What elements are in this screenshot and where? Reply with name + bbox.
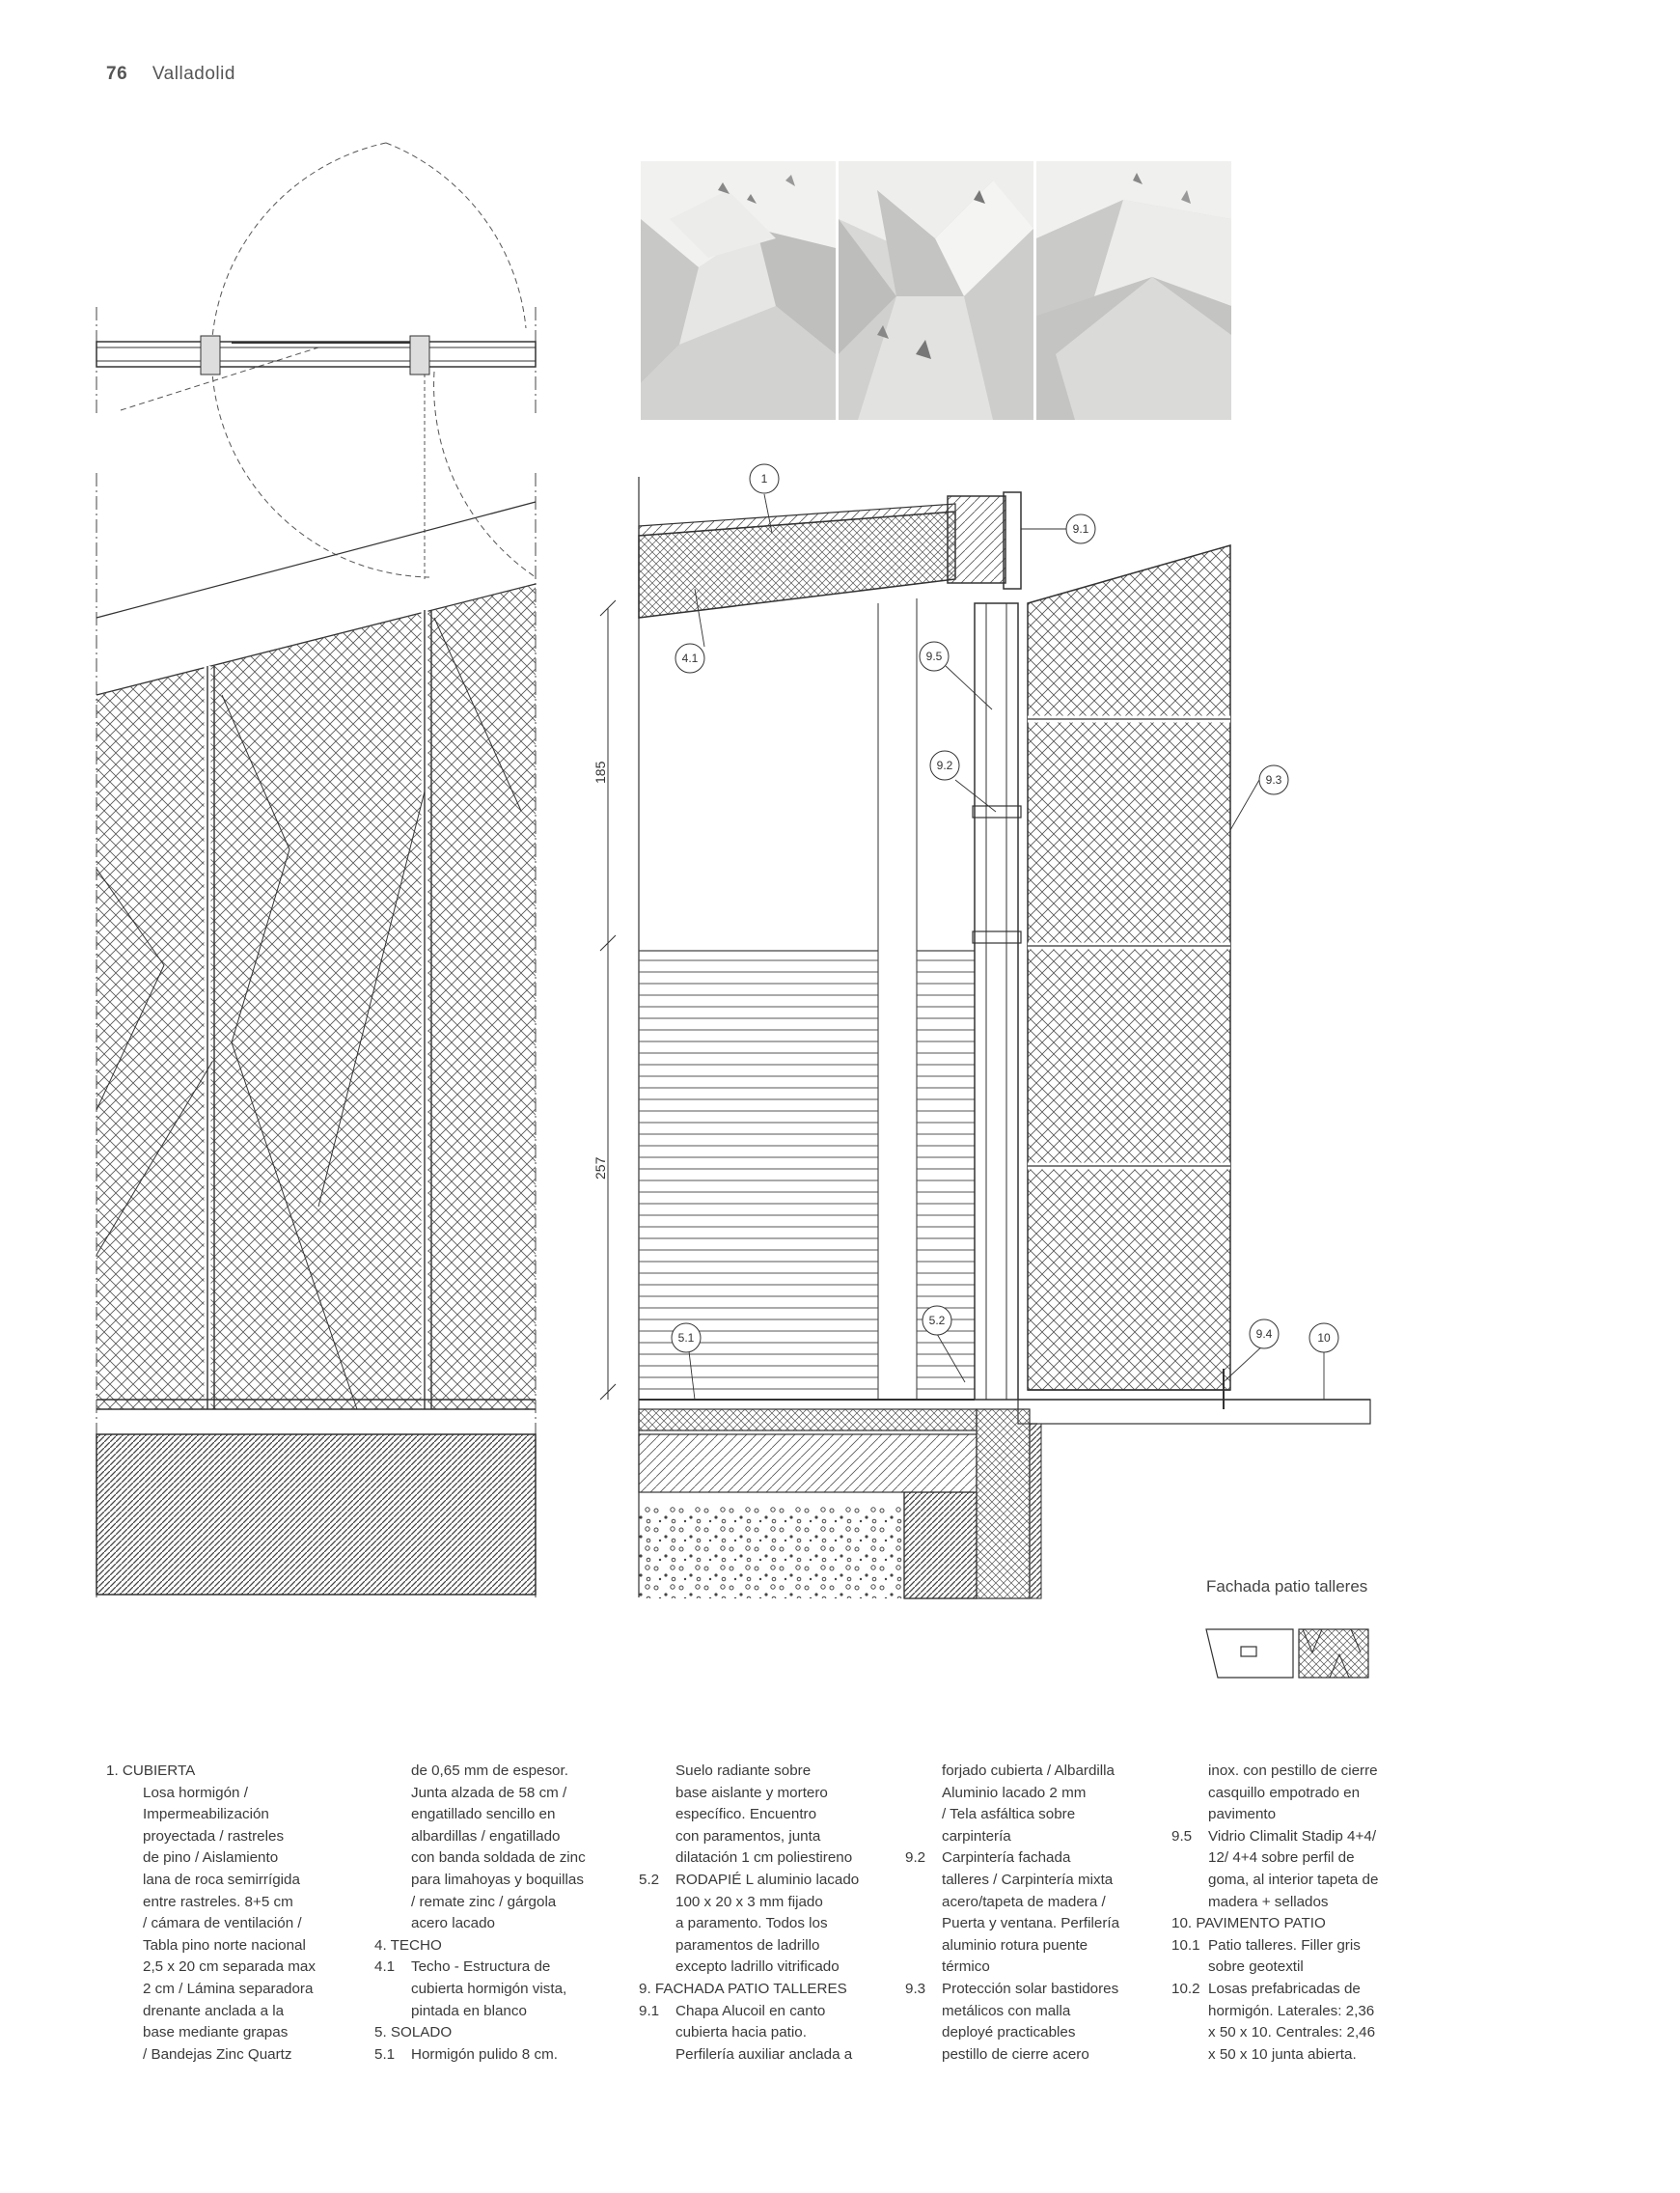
- note-line: [374, 1935, 606, 1957]
- note-number: [639, 1783, 675, 1805]
- dimension-line: [600, 600, 616, 1400]
- note-line: [106, 1761, 338, 1783]
- note-number: [1171, 1892, 1208, 1914]
- note-number: [106, 1979, 143, 2001]
- note-number: [374, 1761, 411, 1783]
- note-text: pintada en blanco: [411, 2002, 527, 2019]
- dimension-upper: 185: [592, 761, 608, 784]
- callout-9-3: [1259, 765, 1288, 794]
- notes-column-5: [1171, 1761, 1422, 2066]
- note-number: 9.5: [1171, 1827, 1193, 1845]
- svg-text:4.1: 4.1: [681, 652, 699, 665]
- svg-text:5.2: 5.2: [928, 1314, 946, 1327]
- key-plan-icon: [1206, 1629, 1368, 1678]
- note-line: [374, 1804, 606, 1826]
- note-text: 9. FACHADA PATIO TALLERES: [639, 1980, 847, 1997]
- note-text: de 0,65 mm de espesor.: [411, 1763, 568, 1779]
- note-number: 10.1: [1171, 1936, 1200, 1954]
- callout-10: [1309, 1323, 1338, 1352]
- note-text: 5. SOLADO: [374, 2024, 453, 2041]
- note-text: entre rastreles. 8+5 cm: [143, 1893, 293, 1910]
- note-line: [1171, 2022, 1422, 2044]
- callout-9-5: [920, 642, 949, 671]
- note-line: [106, 1870, 338, 1892]
- note-text: Protección solar bastidores: [942, 1980, 1119, 1997]
- note-line: [639, 1783, 875, 1805]
- note-text: Junta alzada de 58 cm /: [411, 1784, 567, 1801]
- note-line: [905, 1826, 1142, 1848]
- note-text: lana de roca semirrígida: [143, 1871, 300, 1888]
- note-text: aluminio rotura puente: [942, 1936, 1088, 1954]
- notes-column-4: [905, 1761, 1142, 2066]
- note-number: 5.1: [374, 2045, 396, 2063]
- note-line: [639, 1870, 875, 1892]
- note-text: madera + sellados: [1208, 1893, 1329, 1910]
- note-line: [374, 1979, 606, 2001]
- note-line: [905, 1804, 1142, 1826]
- note-number: [639, 1826, 675, 1848]
- note-text: Vidrio Climalit Stadip 4+4/: [1208, 1827, 1377, 1845]
- note-number: [1171, 1761, 1208, 1783]
- note-text: / cámara de ventilación /: [143, 1915, 302, 1932]
- note-number: [374, 2001, 411, 2023]
- note-text: dilatación 1 cm poliestireno: [675, 1849, 853, 1867]
- note-text: / remate zinc / gárgola: [411, 1893, 557, 1910]
- note-text: base aislante y mortero: [675, 1784, 828, 1801]
- note-number: [106, 2001, 143, 2023]
- note-line: [374, 1913, 606, 1935]
- callout-5-2: [923, 1306, 951, 1335]
- note-line: [905, 2001, 1142, 2023]
- note-line: [106, 1804, 338, 1826]
- note-text: talleres / Carpintería mixta: [942, 1871, 1114, 1888]
- note-number: [374, 1979, 411, 2001]
- note-line: [1171, 1804, 1422, 1826]
- note-text: Chapa Alucoil en canto: [675, 2002, 826, 2019]
- note-line: [639, 2001, 875, 2023]
- note-line: [106, 1935, 338, 1957]
- note-text: casquillo empotrado en: [1208, 1784, 1361, 1801]
- note-number: [106, 1913, 143, 1935]
- note-text: 1. CUBIERTA: [106, 1763, 196, 1779]
- note-text: inox. con pestillo de cierre: [1208, 1763, 1378, 1779]
- note-line: [374, 1826, 606, 1848]
- note-number: [905, 1892, 942, 1914]
- note-number: [1171, 1870, 1208, 1892]
- note-line: [1171, 2044, 1422, 2067]
- note-text: pestillo de cierre acero: [942, 2045, 1089, 2063]
- note-number: [905, 2022, 942, 2044]
- note-line: [1171, 1935, 1422, 1957]
- note-line: [374, 1892, 606, 1914]
- note-text: excepto ladrillo vitrificado: [675, 1958, 840, 1976]
- note-line: [106, 1957, 338, 1979]
- note-text: cubierta hormigón vista,: [411, 1980, 567, 1997]
- note-text: engatillado sencillo en: [411, 1806, 556, 1823]
- right-section: [639, 477, 1370, 1598]
- note-text: acero lacado: [411, 1915, 495, 1932]
- note-text: goma, al interior tapeta de: [1208, 1871, 1379, 1888]
- note-line: [905, 1892, 1142, 1914]
- note-number: [905, 1957, 942, 1979]
- note-line: [905, 1783, 1142, 1805]
- note-text: proyectada / rastreles: [143, 1827, 285, 1845]
- note-number: [106, 1892, 143, 1914]
- note-line: [1171, 1913, 1422, 1935]
- note-number: [905, 1826, 942, 1848]
- note-text: térmico: [942, 1958, 990, 1976]
- note-number: [639, 2022, 675, 2044]
- note-number: [106, 2044, 143, 2067]
- note-line: [106, 1913, 338, 1935]
- note-line: [106, 2044, 338, 2067]
- note-line: [374, 1847, 606, 1870]
- note-text: Suelo radiante sobre: [675, 1763, 812, 1779]
- note-number: 5.2: [639, 1871, 660, 1888]
- note-number: 9.2: [905, 1849, 926, 1867]
- note-text: Tabla pino norte nacional: [143, 1936, 306, 1954]
- note-line: [905, 1979, 1142, 2001]
- note-text: Aluminio lacado 2 mm: [942, 1784, 1087, 1801]
- note-line: [374, 2022, 606, 2044]
- note-number: [106, 1935, 143, 1957]
- svg-text:5.1: 5.1: [677, 1331, 695, 1345]
- note-number: [1171, 1847, 1208, 1870]
- note-text: 10. PAVIMENTO PATIO: [1171, 1915, 1326, 1932]
- callout-9-4: [1250, 1319, 1279, 1348]
- dimension-lower: 257: [592, 1156, 608, 1180]
- note-number: [639, 1804, 675, 1826]
- callout-9-1: [1066, 514, 1095, 543]
- note-number: [374, 1804, 411, 1826]
- callout-9-2: [930, 751, 959, 780]
- note-line: [639, 2022, 875, 2044]
- note-text: cubierta hacia patio.: [675, 2024, 807, 2041]
- svg-text:9.3: 9.3: [1265, 773, 1282, 787]
- note-number: [905, 1804, 942, 1826]
- page-number: 76: [106, 64, 128, 84]
- note-line: [905, 1913, 1142, 1935]
- note-number: [1171, 1783, 1208, 1805]
- note-text: forjado cubierta / Albardilla: [942, 1763, 1115, 1779]
- note-line: [1171, 1979, 1422, 2001]
- note-number: [639, 1957, 675, 1979]
- left-elevation: [96, 143, 536, 1597]
- note-line: [374, 1870, 606, 1892]
- note-text: deployé practicables: [942, 2024, 1076, 2041]
- note-text: x 50 x 10 junta abierta.: [1208, 2045, 1357, 2063]
- note-number: [1171, 1957, 1208, 1979]
- note-line: [374, 2044, 606, 2067]
- note-number: 9.1: [639, 2002, 660, 2019]
- note-text: acero/tapeta de madera /: [942, 1893, 1106, 1910]
- note-number: [639, 2044, 675, 2067]
- note-text: Losa hormigón /: [143, 1784, 248, 1801]
- note-number: [905, 1761, 942, 1783]
- note-number: [106, 1957, 143, 1979]
- note-text: / Bandejas Zinc Quartz: [143, 2045, 292, 2063]
- note-text: Patio talleres. Filler gris: [1208, 1936, 1361, 1954]
- note-text: de pino / Aislamiento: [143, 1849, 279, 1867]
- note-number: [639, 1935, 675, 1957]
- note-text: metálicos con malla: [942, 2002, 1071, 2019]
- note-line: [639, 1913, 875, 1935]
- note-line: [1171, 2001, 1422, 2023]
- svg-text:10: 10: [1317, 1331, 1331, 1345]
- note-text: Losas prefabricadas de: [1208, 1980, 1361, 1997]
- note-text: base mediante grapas: [143, 2024, 289, 2041]
- note-number: [1171, 2001, 1208, 2023]
- note-number: [1171, 2022, 1208, 2044]
- note-line: [639, 1826, 875, 1848]
- note-line: [1171, 1957, 1422, 1979]
- note-number: [106, 2022, 143, 2044]
- note-line: [374, 2001, 606, 2023]
- note-number: [374, 1783, 411, 1805]
- note-number: 9.3: [905, 1980, 926, 1997]
- note-text: drenante anclada a la: [143, 2002, 285, 2019]
- note-text: 2,5 x 20 cm separada max: [143, 1958, 316, 1976]
- note-line: [1171, 1761, 1422, 1783]
- note-line: [106, 1979, 338, 2001]
- note-line: [106, 2001, 338, 2023]
- note-line: [639, 1761, 875, 1783]
- note-number: [905, 1783, 942, 1805]
- note-line: [905, 1935, 1142, 1957]
- callout-4-1: [675, 644, 704, 673]
- note-line: [905, 2044, 1142, 2067]
- note-line: [106, 1783, 338, 1805]
- section-caption: Fachada patio talleres: [1206, 1577, 1368, 1596]
- note-number: [639, 1761, 675, 1783]
- svg-text:9.2: 9.2: [936, 759, 953, 772]
- note-number: [374, 1892, 411, 1914]
- note-number: [106, 1826, 143, 1848]
- note-text: con paramentos, junta: [675, 1827, 821, 1845]
- note-text: a paramento. Todos los: [675, 1915, 828, 1932]
- note-text: x 50 x 10. Centrales: 2,46: [1208, 2024, 1376, 2041]
- note-text: Perfilería auxiliar anclada a: [675, 2045, 853, 2063]
- note-number: [1171, 2044, 1208, 2067]
- note-line: [905, 1870, 1142, 1892]
- note-line: [374, 1761, 606, 1783]
- note-line: [374, 1957, 606, 1979]
- note-text: sobre geotextil: [1208, 1958, 1304, 1976]
- note-line: [905, 1847, 1142, 1870]
- note-number: [905, 1935, 942, 1957]
- notes-column-3: [639, 1761, 875, 2066]
- note-line: [1171, 1870, 1422, 1892]
- note-text: específico. Encuentro: [675, 1806, 817, 1823]
- note-number: [106, 1804, 143, 1826]
- note-number: [106, 1847, 143, 1870]
- note-line: [1171, 1847, 1422, 1870]
- note-line: [106, 1826, 338, 1848]
- note-number: [639, 1913, 675, 1935]
- svg-text:9.5: 9.5: [925, 650, 943, 663]
- svg-text:9.1: 9.1: [1072, 522, 1089, 536]
- note-number: [374, 1870, 411, 1892]
- note-text: 12/ 4+4 sobre perfil de: [1208, 1849, 1355, 1867]
- callout-5-1: [672, 1323, 701, 1352]
- note-line: [374, 1783, 606, 1805]
- note-text: RODAPIÉ L aluminio lacado: [675, 1871, 860, 1888]
- note-text: albardillas / engatillado: [411, 1827, 561, 1845]
- note-line: [639, 1979, 875, 2001]
- note-line: [106, 1892, 338, 1914]
- svg-text:1: 1: [760, 472, 768, 486]
- note-text: hormigón. Laterales: 2,36: [1208, 2002, 1375, 2019]
- note-number: [905, 1913, 942, 1935]
- note-line: [106, 1847, 338, 1870]
- note-text: para limahoyas y boquillas: [411, 1871, 584, 1888]
- note-line: [639, 2044, 875, 2067]
- note-number: [374, 1826, 411, 1848]
- note-number: [905, 1870, 942, 1892]
- note-text: paramentos de ladrillo: [675, 1936, 820, 1954]
- note-text: con banda soldada de zinc: [411, 1849, 586, 1867]
- note-number: 4.1: [374, 1958, 396, 1976]
- note-number: [374, 1847, 411, 1870]
- note-line: [639, 1847, 875, 1870]
- note-text: Hormigón pulido 8 cm.: [411, 2045, 558, 2063]
- note-line: [639, 1892, 875, 1914]
- note-line: [1171, 1892, 1422, 1914]
- note-text: carpintería: [942, 1827, 1011, 1845]
- notes-column-2: [374, 1761, 606, 2066]
- note-text: pavimento: [1208, 1806, 1277, 1823]
- note-number: [905, 2001, 942, 2023]
- note-line: [639, 1804, 875, 1826]
- note-text: 2 cm / Lámina separadora: [143, 1980, 314, 1997]
- note-line: [639, 1935, 875, 1957]
- note-line: [905, 2022, 1142, 2044]
- note-text: Impermeabilización: [143, 1806, 269, 1823]
- note-text: / Tela asfáltica sobre: [942, 1806, 1076, 1823]
- note-line: [106, 2022, 338, 2044]
- note-number: [106, 1783, 143, 1805]
- svg-text:9.4: 9.4: [1255, 1327, 1273, 1341]
- note-number: [639, 1847, 675, 1870]
- note-number: 10.2: [1171, 1980, 1200, 1997]
- note-text: 4. TECHO: [374, 1936, 442, 1954]
- note-text: Puerta y ventana. Perfilería: [942, 1915, 1120, 1932]
- note-line: [639, 1957, 875, 1979]
- note-line: [1171, 1826, 1422, 1848]
- notes-column-1: [106, 1761, 338, 2066]
- note-number: [106, 1870, 143, 1892]
- note-text: Techo - Estructura de: [411, 1958, 551, 1976]
- callout-1: [750, 464, 779, 493]
- note-number: [374, 1913, 411, 1935]
- note-line: [905, 1761, 1142, 1783]
- note-number: [1171, 1804, 1208, 1826]
- note-text: Carpintería fachada: [942, 1849, 1071, 1867]
- note-number: [905, 2044, 942, 2067]
- note-number: [639, 1892, 675, 1914]
- note-line: [905, 1957, 1142, 1979]
- note-line: [1171, 1783, 1422, 1805]
- section-title: Valladolid: [151, 64, 235, 84]
- note-text: 100 x 20 x 3 mm fijado: [675, 1893, 823, 1910]
